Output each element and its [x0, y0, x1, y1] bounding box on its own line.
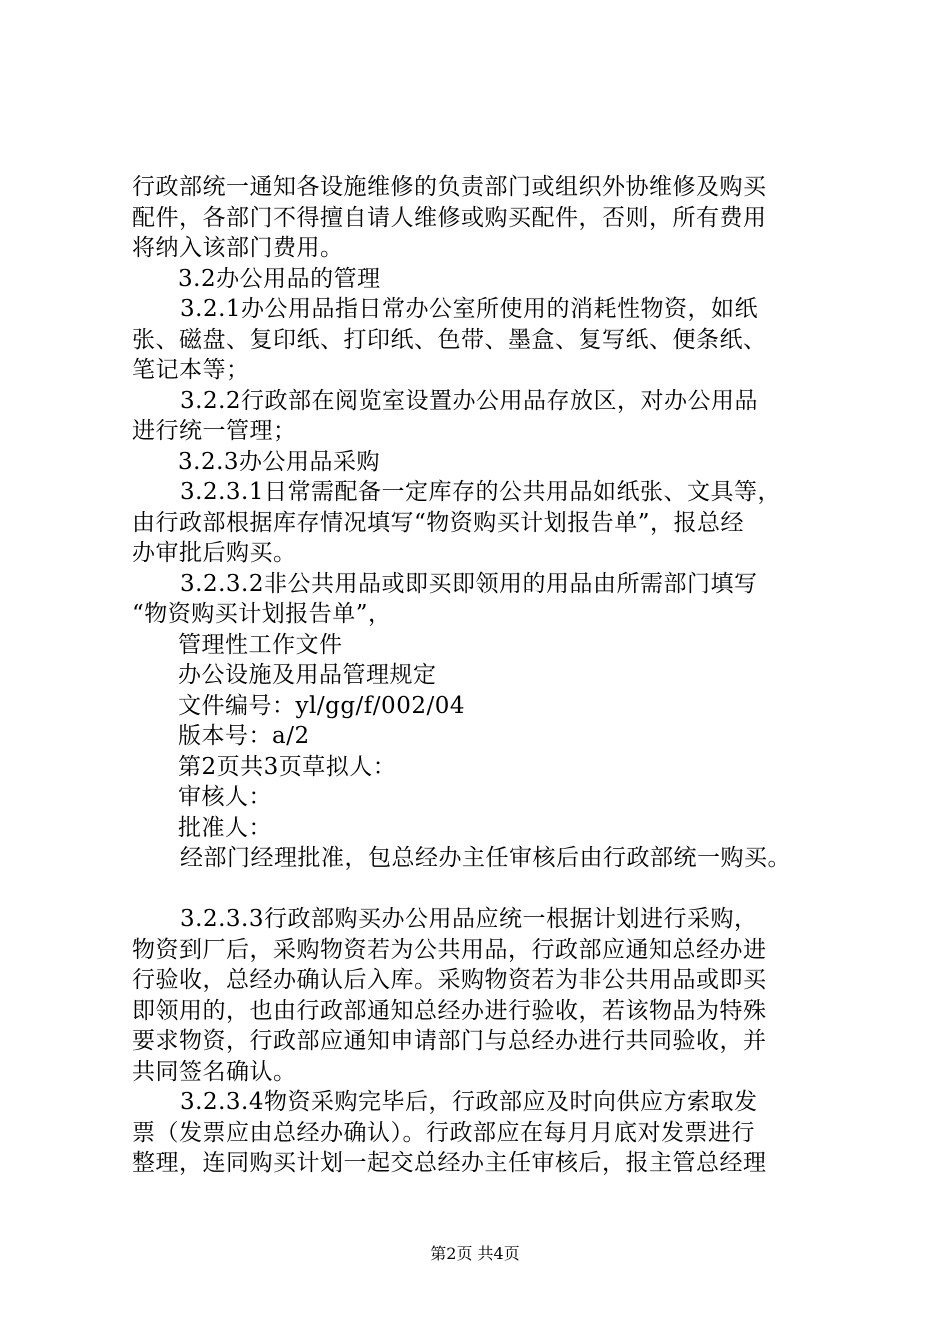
document-meta-line: 办公设施及用品管理规定: [178, 662, 437, 688]
text-line: 办审批后购买。: [132, 540, 297, 566]
text-line: 3.2.3.4物资采购完毕后，行政部应及时向供应方索取发: [180, 1089, 758, 1115]
text-line: 物资到厂后，采购物资若为公共用品，行政部应通知总经办进: [132, 936, 767, 963]
text-line: 3.2.3.2非公共用品或即买即领用的用品由所需部门填写: [180, 570, 758, 597]
text-line: 3.2.1办公用品指日常办公室所使用的消耗性物资，如纸: [180, 296, 759, 322]
text-line: 3.2.2行政部在阅览室设置办公用品存放区，对办公用品: [180, 387, 759, 414]
text-line: 要求物资，行政部应通知申请部门与总经办进行共同验收，并: [132, 1028, 767, 1054]
text-line: 行验收，总经办确认后入库。采购物资若为非公共用品或即买: [132, 967, 767, 993]
text-line: 进行统一管理；: [132, 418, 297, 444]
page-number-footer: 第2页 共4页: [430, 1244, 520, 1263]
document-meta-line: 管理性工作文件: [178, 631, 343, 658]
text-line: 由行政部根据库存情况填写“物资购买计划报告单”，报总经: [132, 509, 745, 536]
text-line: “物资购买计划报告单”，: [132, 601, 392, 627]
document-meta-line: 版本号：a/2: [178, 723, 310, 749]
text-line: 3.2.3.1日常需配备一定库存的公共用品如纸张、文具等，: [180, 479, 781, 505]
text-line: 共同签名确认。: [132, 1058, 297, 1085]
text-line: 整理，连同购买计划一起交总经办主任审核后，报主管总经理: [132, 1150, 767, 1176]
text-line: 配件，各部门不得擅自请人维修或购买配件，否则，所有费用: [132, 204, 767, 231]
blank-line: [132, 874, 832, 905]
text-line: 将纳入该部门费用。: [132, 235, 344, 261]
text-line: 经部门经理批准，包总经办主任审核后由行政部统一购买。: [180, 845, 791, 871]
document-meta-line: 第2页共3页草拟人：: [178, 753, 397, 780]
document-meta-line: 审核人：: [178, 784, 272, 810]
text-line: 笔记本等；: [132, 357, 250, 383]
text-line: 张、磁盘、复印纸、打印纸、色带、墨盒、复写纸、便条纸、: [132, 326, 767, 353]
text-line: 行政部统一通知各设施维修的负责部门或组织外协维修及购买: [132, 174, 767, 200]
document-meta-line: 批准人：: [178, 814, 272, 841]
text-line: 3.2.3.3行政部购买办公用品应统一根据计划进行采购，: [180, 906, 758, 932]
document-body: [132, 172, 832, 1179]
document-meta-line: 文件编号：yl/gg/f/002/04: [178, 692, 465, 719]
text-line: 即领用的，也由行政部通知总经办进行验收，若该物品为特殊: [132, 997, 767, 1024]
section-heading: 3.2.3办公用品采购: [178, 448, 381, 475]
section-heading: 3.2办公用品的管理: [178, 265, 381, 292]
text-line: 票（发票应由总经办确认）。行政部应在每月月底对发票进行: [132, 1119, 755, 1146]
